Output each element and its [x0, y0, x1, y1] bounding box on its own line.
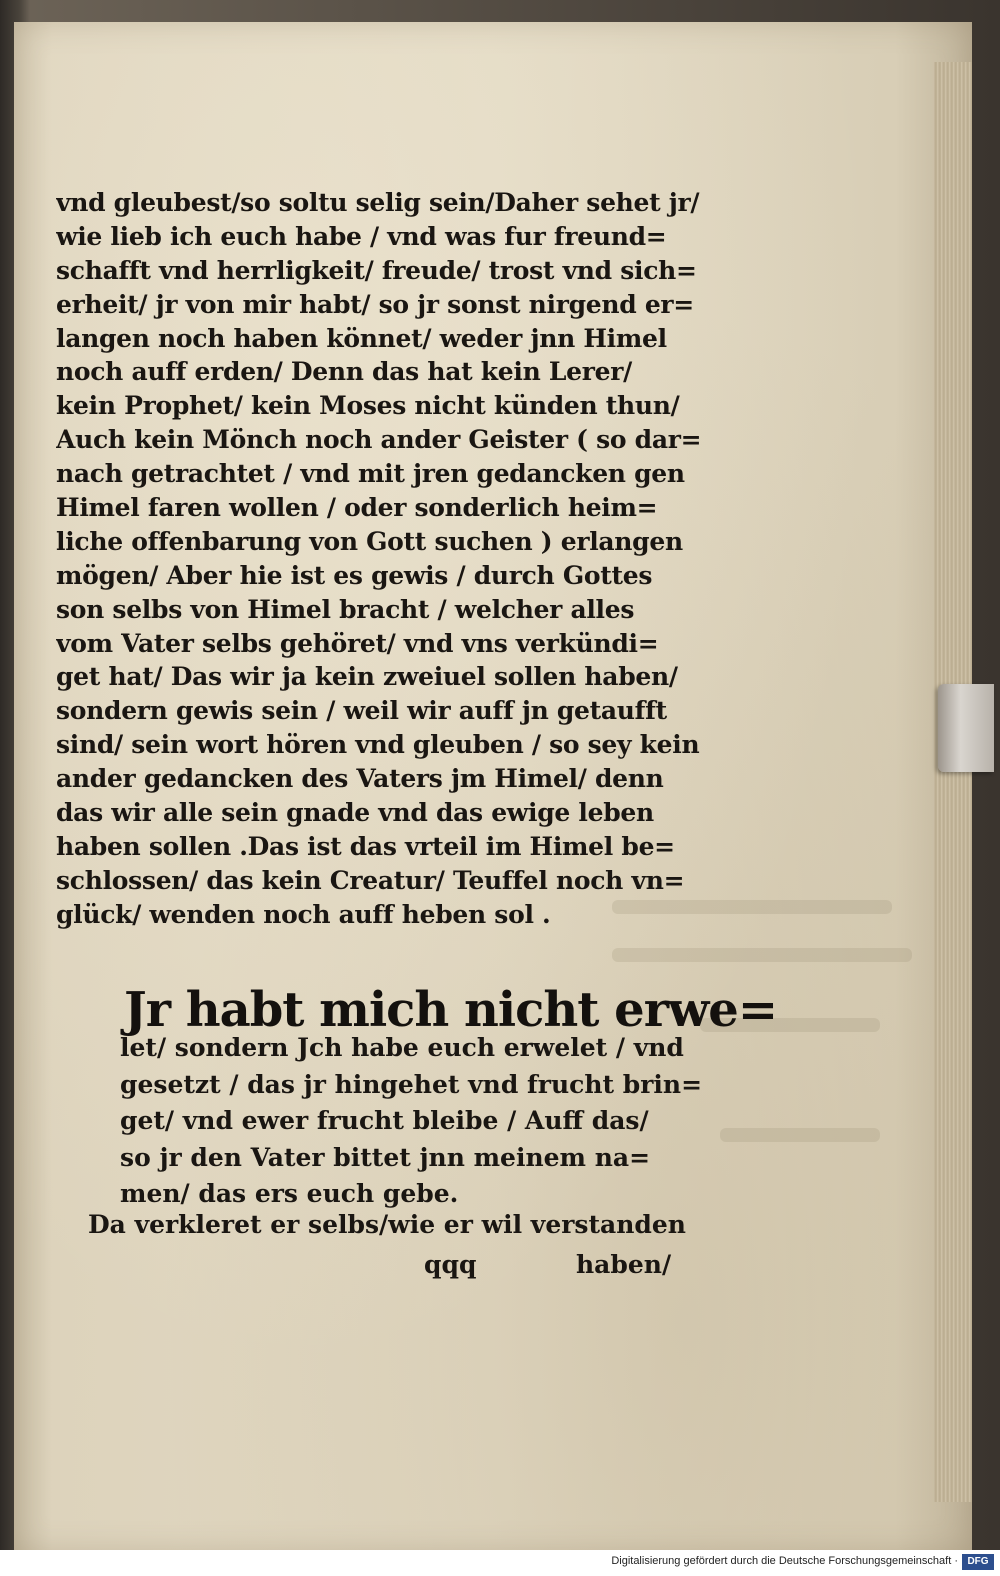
verse-line: gesetzt / das jr hingehet vnd frucht brin=: [120, 1069, 703, 1099]
dfg-logo-icon: DFG: [962, 1554, 994, 1570]
text-line: glück/ wenden noch auff heben sol .: [56, 899, 551, 929]
text-line: son selbs von Himel bracht / welcher alles: [56, 594, 635, 624]
text-line: get hat/ Das wir ja kein zweiuel sollen haben/: [56, 662, 678, 692]
page-edge: [934, 62, 972, 1502]
text-line: ander gedancken des Vaters jm Himel/ denn: [56, 764, 664, 794]
verse-line: let/ sondern Jch habe euch erwelet / vnd: [120, 1033, 684, 1062]
text-line: mögen/ Aber hie ist es gewis / durch Gottes: [56, 560, 653, 590]
footer-bar: [0, 1550, 1000, 1576]
text-line: langen noch haben könnet/ weder jnn Himel: [56, 323, 667, 353]
verse-line: men/ das ers euch gebe.: [120, 1179, 459, 1208]
funding-credit: Digitalisierung gefördert durch die Deutsche Forschungsgemeinschaft ·: [611, 1555, 958, 1567]
text-line: Auch kein Mönch noch ander Geister ( so dar=: [56, 425, 702, 455]
text-line: schafft vnd herrligkeit/ freude/ trost vnd sich=: [56, 255, 697, 285]
text-line: haben sollen .Das ist das vrteil im Himel be=: [56, 831, 675, 861]
text-line: schlossen/ das kein Creatur/ Teuffel noch vn=: [56, 865, 685, 895]
text-line: kein Prophet/ kein Moses nicht künden thun/: [56, 391, 680, 421]
bleed-through: [612, 948, 912, 962]
text-line: sondern gewis sein / weil wir auff jn getaufft: [56, 696, 667, 726]
text-line: vom Vater selbs gehöret/ vnd vns verkündi=: [56, 628, 659, 658]
text-line: vnd gleubest/so soltu selig sein/Daher sehet jr/: [56, 188, 700, 217]
text-line: das wir alle sein gnade vnd das ewige leben: [56, 798, 654, 828]
verse-text: [120, 1030, 720, 1213]
closing-line: Da verkleret er selbs/wie er wil verstanden: [88, 1210, 686, 1239]
signature-mark: qqq: [424, 1250, 477, 1279]
text-line: sind/ sein wort hören vnd gleuben / so sey kein: [56, 730, 700, 760]
verse-line: get/ vnd ewer frucht bleibe / Auff das/: [120, 1106, 649, 1135]
text-line: erheit/ jr von mir habt/ so jr sonst nirgend er=: [56, 289, 694, 319]
text-line: liche offenbarung von Gott suchen ) erlangen: [56, 526, 683, 556]
text-line: nach getrachtet / vnd mit jren gedancken gen: [56, 459, 685, 489]
verse-line: so jr den Vater bittet jnn meinem na=: [120, 1142, 651, 1172]
page-tab-marker: [938, 684, 994, 772]
text-line: noch auff erden/ Denn das hat kein Lerer/: [56, 357, 632, 387]
bleed-through: [720, 1128, 880, 1142]
verse-heading: Jr habt mich nicht erwe=: [124, 982, 778, 1038]
catchword: haben/: [576, 1250, 672, 1279]
text-line: wie lieb ich euch habe / vnd was fur freund=: [56, 221, 667, 251]
body-text: [56, 186, 716, 932]
text-line: Himel faren wollen / oder sonderlich heim=: [56, 493, 658, 523]
